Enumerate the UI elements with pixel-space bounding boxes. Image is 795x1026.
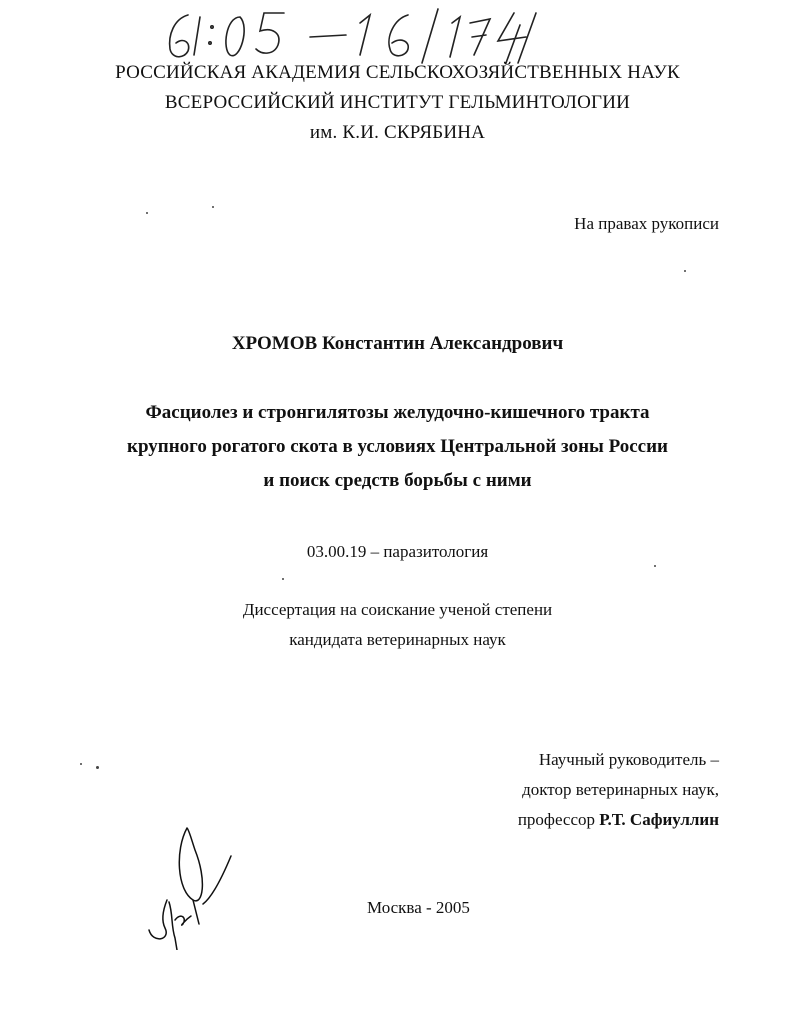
scan-speck	[212, 206, 214, 208]
scan-speck	[654, 565, 656, 567]
title-line-2: крупного рогатого скота в условиях Центральной зоны России	[127, 436, 668, 457]
supervisor-line-2: доктор ветеринарных наук,	[522, 780, 719, 799]
title-line-1: Фасциолез и стронгилятозы желудочно-кишечного тракта	[145, 402, 650, 423]
rights-note: На правах рукописи	[574, 214, 719, 233]
scan-speck	[282, 578, 284, 580]
supervisor-name: Р.Т. Сафиуллин	[599, 810, 719, 829]
scan-speck	[96, 766, 99, 769]
degree-line-1: Диссертация на соискание ученой степени	[242, 600, 553, 619]
degree-line-2: кандидата ветеринарных наук	[289, 630, 506, 649]
dissertation-title	[0, 396, 795, 498]
supervisor-title: профессор	[517, 810, 600, 829]
city-year: Москва - 2005	[367, 898, 470, 917]
handwritten-archive-number	[160, 5, 560, 65]
scan-speck	[146, 212, 148, 214]
org-line-academy: РОССИЙСКАЯ АКАДЕМИЯ СЕЛЬСКОХОЗЯЙСТВЕННЫХ НАУК	[115, 62, 680, 83]
supervisor-line-3	[518, 810, 719, 830]
signature-icon	[145, 820, 255, 950]
author-name: ХРОМОВ Константин Александрович	[231, 333, 564, 354]
supervisor-line-1: Научный руководитель –	[538, 750, 719, 769]
org-line-named-after: им. К.И. СКРЯБИНА	[309, 122, 486, 143]
scan-speck	[684, 270, 686, 272]
specialty-code: 03.00.19 – паразитология	[306, 542, 489, 561]
scan-speck	[80, 763, 82, 765]
title-line-3: и поиск средств борьбы с ними	[263, 470, 532, 491]
org-line-institute: ВСЕРОССИЙСКИЙ ИНСТИТУТ ГЕЛЬМИНТОЛОГИИ	[164, 92, 631, 113]
